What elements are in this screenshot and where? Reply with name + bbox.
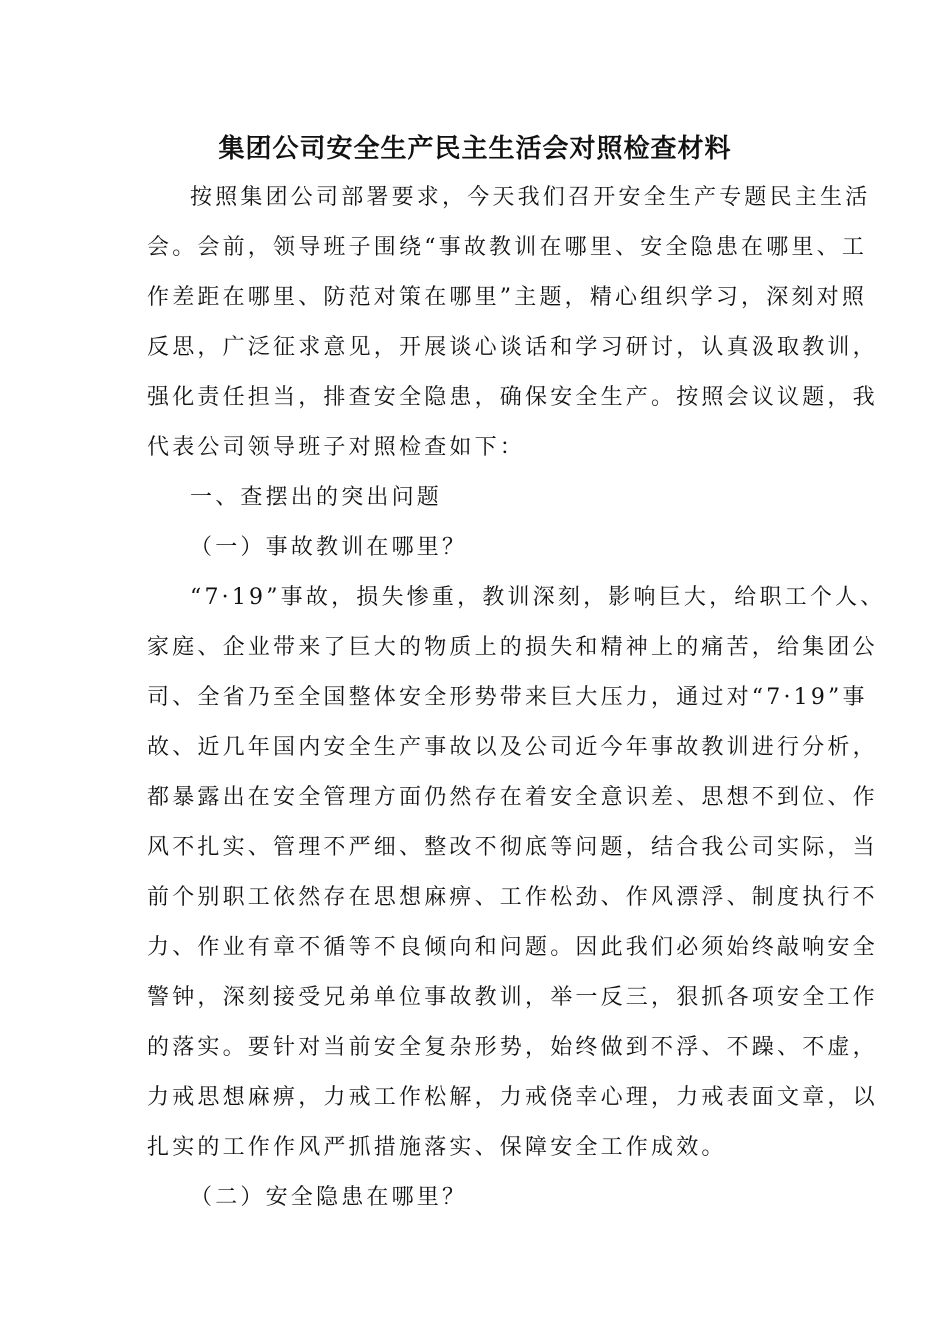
paragraph-accident-line-6: 风不扎实、管理不严细、整改不彻底等问题，结合我公司实际，当 xyxy=(147,835,878,860)
section-heading-1: 一、查摆出的突出问题 xyxy=(190,485,443,510)
paragraph-intro-line-4: 反思，广泛征求意见，开展谈心谈话和学习研讨，认真汲取教训， xyxy=(147,335,878,360)
paragraph-intro-line-1: 按照集团公司部署要求，今天我们召开安全生产专题民主生活 xyxy=(190,185,871,210)
paragraph-accident-line-7: 前个别职工依然存在思想麻痹、工作松劲、作风漂浮、制度执行不 xyxy=(147,885,878,910)
paragraph-accident-line-3: 司、全省乃至全国整体安全形势带来巨大压力，通过对“7·19”事 xyxy=(147,685,868,710)
paragraph-accident-line-5: 都暴露出在安全管理方面仍然存在着安全意识差、思想不到位、作 xyxy=(147,785,878,810)
paragraph-intro-line-5: 强化责任担当，排查安全隐患，确保安全生产。按照会议议题，我 xyxy=(147,385,878,410)
subsection-heading-1: （一）事故教训在哪里？ xyxy=(190,535,468,560)
paragraph-accident-line-8: 力、作业有章不循等不良倾向和问题。因此我们必须始终敲响安全 xyxy=(147,935,878,960)
paragraph-accident-line-10: 的落实。要针对当前安全复杂形势，始终做到不浮、不躁、不虚， xyxy=(147,1035,878,1060)
paragraph-intro-line-2: 会。会前，领导班子围绕“事故教训在哪里、安全隐患在哪里、工 xyxy=(147,235,868,260)
paragraph-accident-line-9: 警钟，深刻接受兄弟单位事故教训，举一反三，狠抓各项安全工作 xyxy=(147,985,878,1010)
paragraph-intro-line-6: 代表公司领导班子对照检查如下： xyxy=(147,435,526,460)
paragraph-intro-line-3: 作差距在哪里、防范对策在哪里”主题，精心组织学习，深刻对照 xyxy=(147,285,868,310)
paragraph-accident-line-4: 故、近几年国内安全生产事故以及公司近今年事故教训进行分析， xyxy=(147,735,878,760)
subsection-heading-2: （二）安全隐患在哪里？ xyxy=(190,1185,468,1210)
document-title: 集团公司安全生产民主生活会对照检查材料 xyxy=(218,134,732,164)
paragraph-accident-line-11: 力戒思想麻痹，力戒工作松解，力戒侥幸心理，力戒表面文章，以 xyxy=(147,1085,878,1110)
paragraph-accident-line-2: 家庭、企业带来了巨大的物质上的损失和精神上的痛苦，给集团公 xyxy=(147,635,878,660)
paragraph-accident-line-1: “7·19”事故，损失惨重，教训深刻，影响巨大，给职工个人、 xyxy=(190,585,886,610)
paragraph-accident-line-12: 扎实的工作作风严抓措施落实、保障安全工作成效。 xyxy=(147,1135,727,1160)
